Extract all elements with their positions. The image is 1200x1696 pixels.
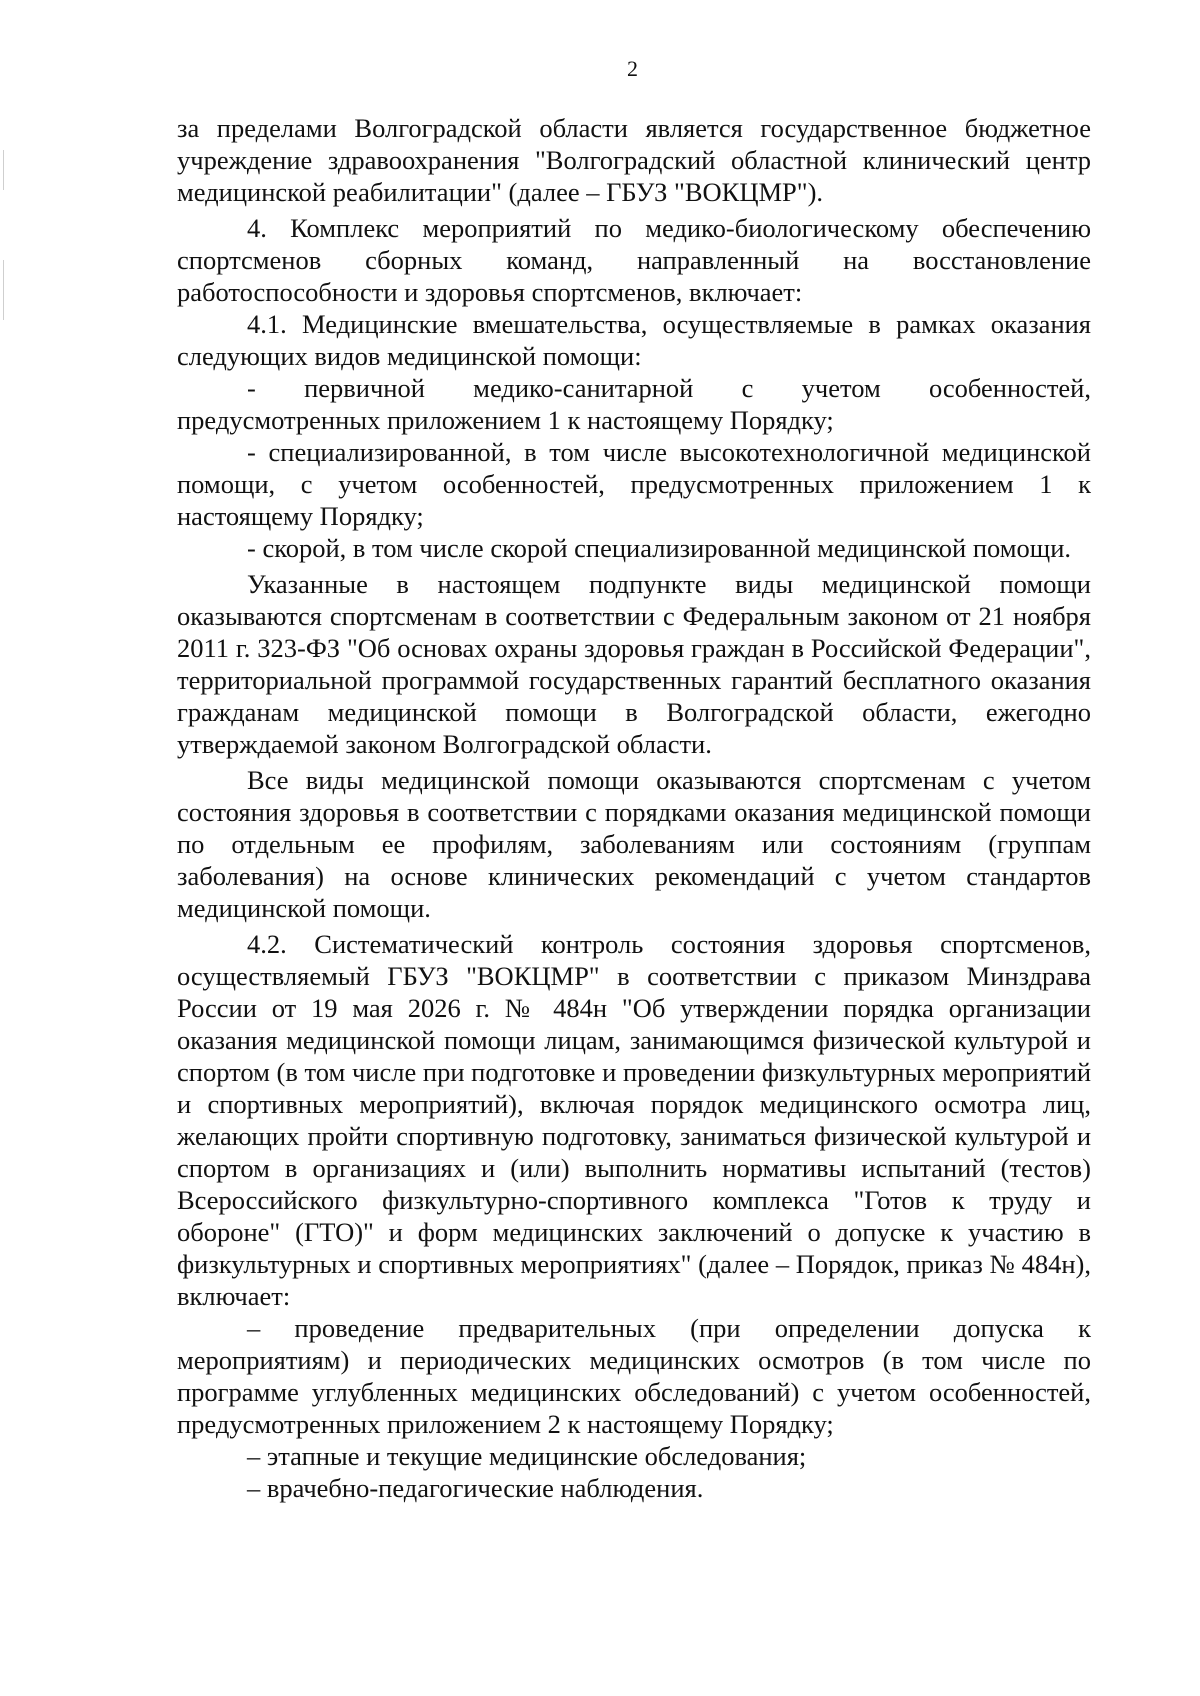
list-item: - скорой, в том числе скорой специализированной медицинской помощи. bbox=[247, 533, 1072, 563]
scan-edge-mark bbox=[3, 150, 4, 190]
list-item: – врачебно-педагогические наблюдения. bbox=[247, 1473, 704, 1503]
list-item: – проведение предварительных (при определении допуска к мероприятиям) и периодических медицинских осмотров (в том числе по программе углубленных медицинских обследований) с учетом особенностей, предусмотренных приложением 2 к настоящему Порядку; bbox=[177, 1313, 1091, 1439]
scan-edge-mark bbox=[3, 260, 4, 320]
paragraph: Указанные в настоящем подпункте виды медицинской помощи оказываются спортсменам в соответствии с Федеральным законом от 21 ноября 2011 г. 323-ФЗ "Об основах охраны здоровья граждан в Российской Федерации", территориальной программой государственных гарантий бесплатного оказания гражданам медицинской помощи в Волгоградской области, ежегодно утверждаемой законом Волгоградской области. bbox=[177, 569, 1091, 759]
paragraph: 4. Комплекс мероприятий по медико-биологическому обеспечению спортсменов сборных команд, направленный на восстановление работоспособности и здоровья спортсменов, включает: bbox=[177, 213, 1091, 307]
paragraph: 4.2. Систематический контроль состояния здоровья спортсменов, осуществляемый ГБУЗ "ВОКЦМР" в соответствии с приказом Минздрава России от 19 мая 2026 г. № 484н "Об утверждении порядка организации оказания медицинской помощи лицам, занимающимся физической культурой и спортом (в том числе при подготовке и проведении физкультурных мероприятий и спортивных мероприятий), включая порядок медицинского осмотра лиц, желающих пройти спортивную подготовку, заниматься физической культурой и спортом в организациях и (или) выполнить нормативы испытаний (тестов) Всероссийского физкультурно-спортивного комплекса "Готов к труду и обороне" (ГТО)" и форм медицинских заключений о допуске к участию в физкультурных и спортивных мероприятиях" (далее – Порядок, приказ № 484н), включает: bbox=[177, 929, 1091, 1311]
list-item: - первичной медико-санитарной с учетом особенностей, предусмотренных приложением 1 к настоящему Порядку; bbox=[177, 373, 1091, 435]
page-number: 2 bbox=[627, 56, 638, 81]
paragraph: 4.1. Медицинские вмешательства, осуществляемые в рамках оказания следующих видов медицинской помощи: bbox=[177, 309, 1091, 371]
paragraph: Все виды медицинской помощи оказываются спортсменам с учетом состояния здоровья в соответствии с порядками оказания медицинской помощи по отдельным ее профилям, заболеваниям или состояниям (группам заболевания) на основе клинических рекомендаций с учетом стандартов медицинской помощи. bbox=[177, 765, 1091, 923]
document-body bbox=[177, 112, 1091, 1504]
list-item: – этапные и текущие медицинские обследования; bbox=[247, 1441, 807, 1471]
list-item: - специализированной, в том числе высокотехнологичной медицинской помощи, с учетом особенностей, предусмотренных приложением 1 к настоящему Порядку; bbox=[177, 437, 1091, 531]
paragraph: за пределами Волгоградской области является государственное бюджетное учреждение здравоохранения "Волгоградский областной клинический центр медицинской реабилитации" (далее – ГБУЗ "ВОКЦМР"). bbox=[177, 113, 1091, 207]
